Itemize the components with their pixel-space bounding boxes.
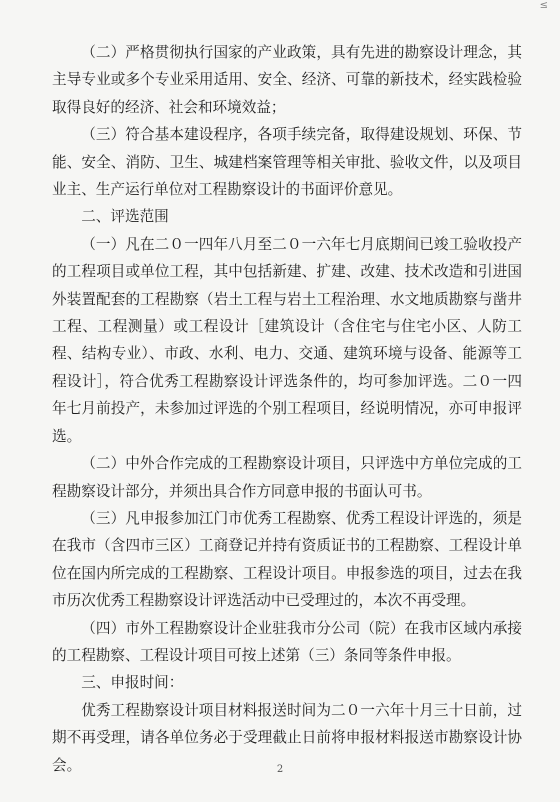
- heading-application-time: 三、申报时间：: [81, 674, 184, 692]
- paragraph-scope-item2: （二）中外合作完成的工程勘察设计项目，只评选中方单位完成的工程勘察设计部分，并须出具合作方同意申报的书面认可书。: [52, 455, 522, 500]
- paragraph-scope-item3: （三）凡申报参加江门市优秀工程勘察、优秀工程设计评选的，须是在我市（含四市三区）工商登记并持有资质证书的工程勘察、工程设计单位在国内所完成的工程勘察、工程设计项目。申报参选的项目，过去在我市历次优秀工程勘察设计评选活动中已受理过的，本次不再受理。: [52, 509, 522, 610]
- paragraph-scope-item4: （四）市外工程勘察设计企业驻我市分公司（院）在我市区域内承接的工程勘察、工程设计项目可按上述第（三）条同等条件申报。: [52, 619, 522, 664]
- page-number: 2: [276, 764, 284, 775]
- corner-mark: ≤: [539, 0, 548, 11]
- paragraph-section1-item2: （二）严格贯彻执行国家的产业政策，具有先进的勘察设计理念，其主导专业或多个专业采用适用、安全、经济、可靠的新技术，经实践检验取得良好的经济、社会和环境效益；: [52, 44, 522, 116]
- document-body: [52, 39, 522, 779]
- paragraph-application-deadline: 优秀工程勘察设计项目材料报送时间为二０一六年十月三十日前，过期不再受理，请各单位务必于受理截止日前将申报材料报送市勘察设计协会。: [52, 701, 522, 774]
- paragraph-section1-item3: （三）符合基本建设程序，各项手续完备，取得建设规划、环保、节能、安全、消防、卫生、城建档案管理等相关审批、验收文件，以及项目业主、生产运行单位对工程勘察设计的书面评价意见。: [52, 126, 522, 199]
- paragraph-scope-item1: （一）凡在二０一四年八月至二０一六年七月底期间已竣工验收投产的工程项目或单位工程，其中包括新建、扩建、改建、技术改造和引进国外装置配套的工程勘察（岩土工程与岩土工程治理、水文地质勘察与凿井工程、工程测量）或工程设计［建筑设计（含住宅与住宅小区、人防工程、结构专业）、市政、水利、电力、交通、建筑环境与设备、能源等工程设计］，符合优秀工程勘察设计评选条件的，均可参加评选。二０一四年七月前投产，未参加过评选的个别工程项目，经说明情况，亦可申报评选。: [52, 235, 522, 445]
- heading-selection-scope: 二、评选范围: [81, 208, 169, 226]
